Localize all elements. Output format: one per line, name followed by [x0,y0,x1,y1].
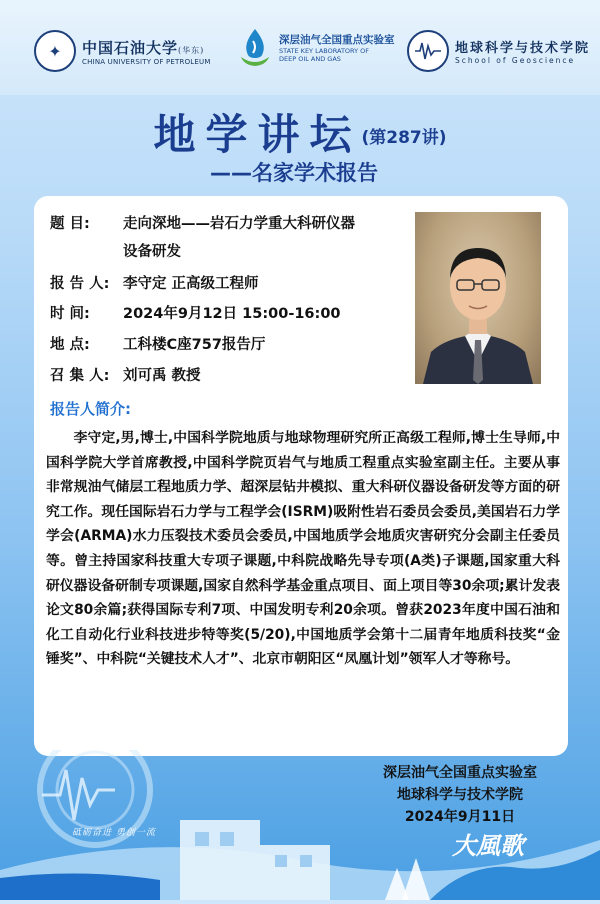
speaker-value: 李守定 正高级工程师 [123,276,259,292]
topic-row [50,212,355,233]
lab-name-cn: 深层油气全国重点实验室 [279,33,395,46]
footer-calligraphy: 大風歌 [452,832,524,860]
cup-logo [34,30,211,72]
cup-name-en: CHINA UNIVERSITY OF PETROLEUM [82,57,211,66]
convener-row [50,364,201,385]
time-value: 2024年9月12日 15:00-16:00 [123,306,341,322]
lab-emblem-icon [237,28,273,66]
convener-value: 刘可禹 教授 [123,368,201,384]
speaker-bio: 李守定,男,博士,中国科学院地质与地球物理研究所正高级工程师,博士生导师,中国科学院大学首席教授,中国科学院页岩气与地质工程重点实验室副主任。主要从事非常规油气储层工程地质力学、超深层钻井模拟、重大科研仪器设备研发等方面的研究工作。现任国际岩石力学与工程学会(ISRM)吸附性岩石委员会委员,美国岩石力学学会(ARMA)水力压裂技术委员会委员,中国地质学会地质灾害研究分会副主任委员等。曾主持国家科技重大专项子课题,中科院战略先导专项(A类)子课题,国家重大科研仪器设备研制专项课题,国家自然科学基金重点项目、面上项目等30余项;累计发表论文80余篇;获得国际专利7项、中国发明专利20余项。曾获2023年度中国石油和化工自动化行业科技进步特等奖(5/20),中国地质学会第十二届青年地质科技奖“金锤奖”、中科院“关键技术人才”、北京市朝阳区“凤凰计划”领军人才等称号。 [46,430,560,668]
signature-lab: 深层油气全国重点实验室 [383,765,537,781]
topic-label: 题 目: [50,216,90,232]
school-logo [407,30,590,72]
speaker-row [50,272,259,293]
issue-number: (第287讲) [361,128,447,148]
title-block [0,102,600,162]
topic-line-1: 走向深地——岩石力学重大科研仪器 [123,216,355,232]
time-row [50,302,341,323]
school-name-cn: 地球科学与技术学院 [455,41,591,56]
place-label: 地 点: [50,337,90,353]
place-value: 工科楼C座757报告厅 [123,337,266,353]
intro-label: 报告人简介: [50,400,131,418]
cup-name-cn: 中国石油大学 [82,38,179,57]
place-row [50,333,265,354]
convener-label: 召 集 人: [50,368,110,384]
main-title: 地学讲坛 [153,110,362,159]
speaker-photo [415,212,541,384]
time-label: 时 间: [50,306,90,322]
signature-date: 2024年9月11日 [404,809,516,825]
school-emblem-icon [407,30,449,72]
cup-suffix: (华东) [178,45,205,55]
topic-line-2: 设备研发 [123,244,181,260]
school-name-en: School of Geoscience [455,56,576,65]
header [0,0,600,95]
lab-name-en-2: DEEP OIL AND GAS [279,54,341,63]
lab-name-en-1: STATE KEY LABORATORY OF [279,46,370,55]
lab-logo [237,28,395,66]
speaker-label: 报 告 人: [50,276,110,292]
signature-school: 地球科学与技术学院 [397,787,523,803]
subtitle: ——名家学术报告 [210,161,378,185]
cup-emblem-icon: ✦ [34,30,76,72]
footer-slogan: 砥砺奋进 勇创一流 [72,828,156,838]
